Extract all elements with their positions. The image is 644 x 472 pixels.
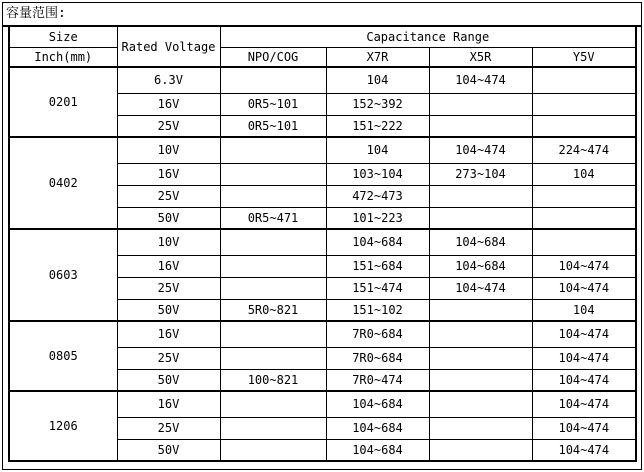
value-cell: 152~392 (326, 93, 429, 115)
size-cell: 0201 (9, 67, 117, 137)
voltage-cell: 25V (117, 417, 220, 439)
value-cell (429, 439, 532, 461)
value-cell: 104~474 (532, 369, 636, 391)
header-row-1 (9, 27, 636, 47)
voltage-cell: 16V (117, 391, 220, 417)
header-row-2 (9, 47, 636, 67)
table-row (9, 229, 636, 255)
value-cell (532, 229, 636, 255)
value-cell: 0R5~101 (220, 93, 326, 115)
value-cell (429, 115, 532, 137)
value-cell: 104 (532, 299, 636, 321)
value-cell: 104~684 (429, 229, 532, 255)
value-cell: 104~474 (429, 67, 532, 93)
size-cell: 1206 (9, 391, 117, 461)
voltage-cell: 50V (117, 369, 220, 391)
page-title: 容量范围: (3, 3, 641, 27)
value-cell (532, 185, 636, 207)
value-cell: 104~474 (532, 439, 636, 461)
value-cell: 104~474 (532, 347, 636, 369)
value-cell: 103~104 (326, 163, 429, 185)
value-cell (220, 277, 326, 299)
value-cell (532, 93, 636, 115)
value-cell (220, 391, 326, 417)
table-row (9, 67, 636, 93)
value-cell (220, 137, 326, 163)
voltage-cell: 50V (117, 207, 220, 229)
header-capacitance-range: Capacitance Range (220, 27, 636, 47)
header-y5v: Y5V (532, 47, 636, 67)
size-cell: 0402 (9, 137, 117, 229)
value-cell: 104~474 (532, 321, 636, 347)
voltage-cell: 25V (117, 277, 220, 299)
value-cell: 273~104 (429, 163, 532, 185)
value-cell: 104~684 (429, 255, 532, 277)
value-cell: 104~684 (326, 439, 429, 461)
voltage-cell: 16V (117, 321, 220, 347)
value-cell (220, 67, 326, 93)
value-cell: 104 (326, 67, 429, 93)
voltage-cell: 6.3V (117, 67, 220, 93)
value-cell: 104 (326, 137, 429, 163)
value-cell: 5R0~821 (220, 299, 326, 321)
value-cell: 104~474 (429, 137, 532, 163)
value-cell (220, 185, 326, 207)
value-cell: 101~223 (326, 207, 429, 229)
value-cell: 104~474 (532, 391, 636, 417)
value-cell (220, 321, 326, 347)
value-cell: 7R0~684 (326, 321, 429, 347)
value-cell (429, 299, 532, 321)
header-npo-cog: NPO/COG (220, 47, 326, 67)
value-cell (429, 417, 532, 439)
value-cell: 0R5~471 (220, 207, 326, 229)
size-cell: 0603 (9, 229, 117, 321)
table-body (9, 67, 636, 461)
voltage-cell: 16V (117, 93, 220, 115)
value-cell (220, 439, 326, 461)
header-inch-mm: Inch(mm) (9, 47, 117, 67)
value-cell (429, 207, 532, 229)
value-cell (429, 347, 532, 369)
value-cell: 151~684 (326, 255, 429, 277)
table-row (9, 391, 636, 417)
value-cell (220, 417, 326, 439)
header-rated-voltage: Rated Voltage (117, 27, 220, 67)
table-row (9, 137, 636, 163)
value-cell (532, 67, 636, 93)
value-cell: 0R5~101 (220, 115, 326, 137)
value-cell (220, 163, 326, 185)
value-cell (429, 93, 532, 115)
value-cell (220, 347, 326, 369)
value-cell (220, 255, 326, 277)
value-cell: 104~474 (532, 277, 636, 299)
voltage-cell: 16V (117, 255, 220, 277)
value-cell: 104~474 (532, 417, 636, 439)
value-cell (429, 185, 532, 207)
value-cell: 7R0~684 (326, 347, 429, 369)
value-cell (429, 321, 532, 347)
header-x7r: X7R (326, 47, 429, 67)
value-cell: 151~102 (326, 299, 429, 321)
value-cell: 104~684 (326, 417, 429, 439)
document-frame (2, 2, 642, 470)
value-cell: 7R0~474 (326, 369, 429, 391)
header-x5r: X5R (429, 47, 532, 67)
value-cell: 104~474 (429, 277, 532, 299)
value-cell (429, 391, 532, 417)
voltage-cell: 25V (117, 185, 220, 207)
value-cell (220, 229, 326, 255)
voltage-cell: 16V (117, 163, 220, 185)
value-cell: 100~821 (220, 369, 326, 391)
value-cell: 104~684 (326, 391, 429, 417)
voltage-cell: 25V (117, 347, 220, 369)
voltage-cell: 10V (117, 229, 220, 255)
voltage-cell: 25V (117, 115, 220, 137)
value-cell: 104 (532, 163, 636, 185)
voltage-cell: 50V (117, 299, 220, 321)
size-cell: 0805 (9, 321, 117, 391)
value-cell: 151~222 (326, 115, 429, 137)
value-cell: 104~684 (326, 229, 429, 255)
value-cell (532, 207, 636, 229)
value-cell: 472~473 (326, 185, 429, 207)
voltage-cell: 50V (117, 439, 220, 461)
value-cell: 104~474 (532, 255, 636, 277)
header-size: Size (9, 27, 117, 47)
value-cell (429, 369, 532, 391)
capacitance-range-table (8, 27, 637, 462)
value-cell (532, 115, 636, 137)
value-cell: 224~474 (532, 137, 636, 163)
voltage-cell: 10V (117, 137, 220, 163)
table-row (9, 321, 636, 347)
value-cell: 151~474 (326, 277, 429, 299)
